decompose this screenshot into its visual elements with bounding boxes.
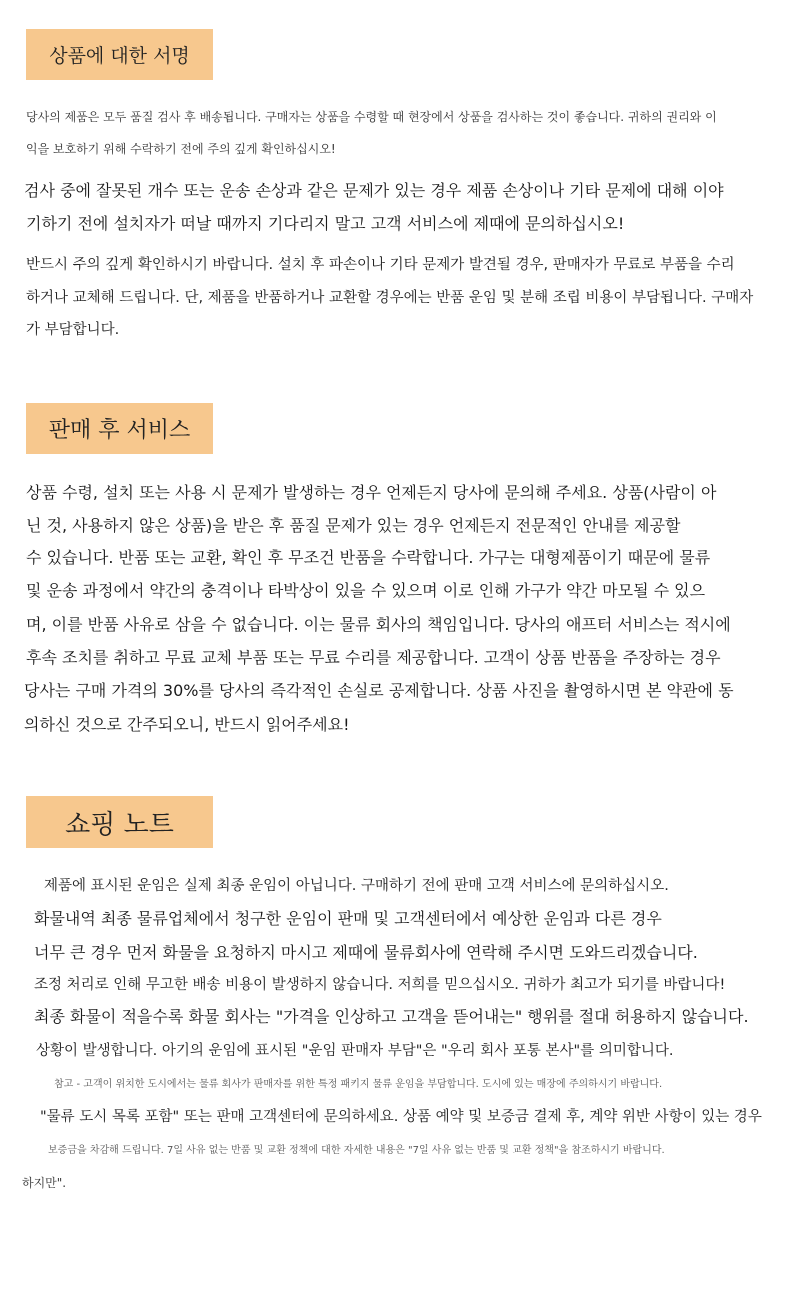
section-title-product-statement: 상품에 대한 서명	[26, 29, 213, 80]
section-title-after-sales-service: 판매 후 서비스	[26, 403, 213, 454]
section-title-shopping-notes: 쇼핑 노트	[26, 796, 213, 848]
section3-line-5: 최종 화물이 적을수록 화물 회사는 "가격을 인상하고 고객을 뜯어내는" 행위를 절대 허용하지 않습니다.	[34, 1007, 749, 1026]
section3-line-8: "물류 도시 목록 포함" 또는 판매 고객센터에 문의하세요. 상품 예약 및 보증금 결제 후, 계약 위반 사항이 있는 경우	[40, 1109, 762, 1125]
section3-line-7: 참고 - 고객이 위치한 도시에서는 물류 회사가 판매자를 위한 특정 패키지 물류 운임을 부담합니다. 도시에 있는 매장에 주의하시기 바랍니다.	[54, 1079, 663, 1090]
section3-line-3: 너무 큰 경우 먼저 화물을 요청하지 마시고 제때에 물류회사에 연락해 주시면 도와드리겠습니다.	[34, 943, 698, 962]
section2-line-4: 및 운송 과정에서 약간의 충격이나 타박상이 있을 수 있으며 이로 인해 가구가 약간 마모될 수 있으	[26, 581, 706, 600]
section3-line-10: 하지만".	[22, 1176, 67, 1190]
section3-line-2: 화물내역 최종 물류업체에서 청구한 운임이 판매 및 고객센터에서 예상한 운임과 다른 경우	[34, 909, 662, 928]
section1-line-1: 당사의 제품은 모두 품질 검사 후 배송됩니다. 구매자는 상품을 수령할 때 현장에서 상품을 검사하는 것이 좋습니다. 귀하의 권리와 이	[26, 110, 717, 124]
section2-line-6: 후속 조치를 취하고 무료 교체 부품 또는 무료 수리를 제공합니다. 고객이 상품 반품을 주장하는 경우	[26, 648, 721, 667]
section3-line-9: 보증금을 차감해 드립니다. 7일 사유 없는 반품 및 교환 정책에 대한 자세한 내용은 "7일 사유 없는 반품 및 교환 정책"을 참조하시기 바랍니다.	[48, 1145, 665, 1156]
section2-line-8: 의하신 것으로 간주되오니, 반드시 읽어주세요!	[24, 715, 350, 734]
section3-line-6: 상황이 발생합니다. 아기의 운임에 표시된 "운임 판매자 부담"은 "우리 회사 포통 본사"를 의미합니다.	[36, 1043, 674, 1059]
section2-line-5: 며, 이를 반품 사유로 삼을 수 없습니다. 이는 물류 회사의 책임입니다. 당사의 애프터 서비스는 적시에	[26, 615, 731, 634]
section1-line-2: 익을 보호하기 위해 수락하기 전에 주의 깊게 확인하십시오!	[26, 142, 336, 156]
section1-line-4: 기하기 전에 설치자가 떠날 때까지 기다리지 말고 고객 서비스에 제때에 문의하십시오!	[26, 214, 625, 233]
section2-line-2: 닌 것, 사용하지 않은 상품)을 받은 후 품질 문제가 있는 경우 언제든지 전문적인 안내를 제공할	[26, 516, 681, 535]
section1-line-6: 하거나 교체해 드립니다. 단, 제품을 반품하거나 교환할 경우에는 반품 운임 및 분해 조립 비용이 부담됩니다. 구매자	[26, 290, 754, 306]
section1-line-5: 반드시 주의 깊게 확인하시기 바랍니다. 설치 후 파손이나 기타 문제가 발견될 경우, 판매자가 무료로 부품을 수리	[26, 257, 735, 273]
section2-line-3: 수 있습니다. 반품 또는 교환, 확인 후 무조건 반품을 수락합니다. 가구는 대형제품이기 때문에 물류	[26, 548, 711, 567]
section2-line-7: 당사는 구매 가격의 30%를 당사의 즉각적인 손실로 공제합니다. 상품 사진을 촬영하시면 본 약관에 동	[24, 681, 734, 700]
section1-line-3: 검사 중에 잘못된 개수 또는 운송 손상과 같은 문제가 있는 경우 제품 손상이나 기타 문제에 대해 이야	[24, 181, 724, 200]
section3-line-1: 제품에 표시된 운임은 실제 최종 운임이 아닙니다. 구매하기 전에 판매 고객 서비스에 문의하십시오.	[44, 878, 669, 894]
section3-line-4: 조정 처리로 인해 무고한 배송 비용이 발생하지 않습니다. 저희를 믿으십시오. 귀하가 최고가 되기를 바랍니다!	[34, 977, 726, 993]
section1-line-7: 가 부담합니다.	[26, 322, 120, 338]
section2-line-1: 상품 수령, 설치 또는 사용 시 문제가 발생하는 경우 언제든지 당사에 문의해 주세요. 상품(사람이 아	[26, 483, 717, 502]
